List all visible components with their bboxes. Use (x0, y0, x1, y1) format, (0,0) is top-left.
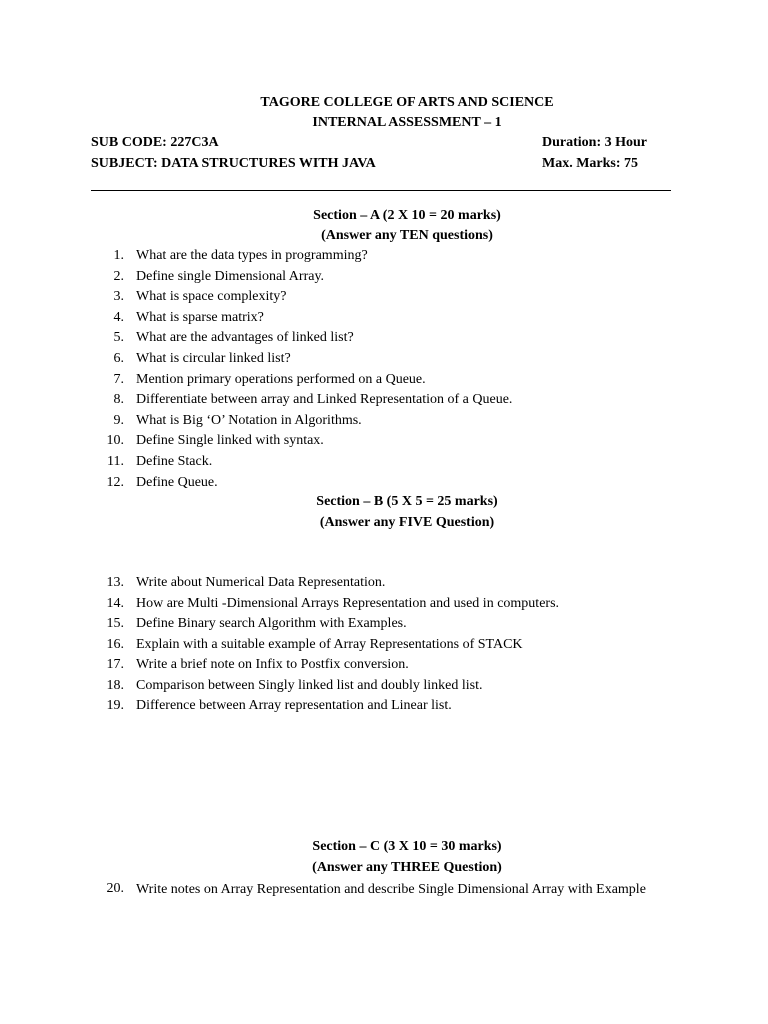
sub-code: SUB CODE: 227C3A (91, 135, 219, 150)
question-number: 20. (106, 881, 124, 896)
question-number: 5. (113, 330, 124, 346)
question-text: Difference between Array representation and Linear list. (136, 698, 452, 713)
question-number: 4. (113, 309, 124, 325)
question-number: 14. (106, 595, 124, 611)
question-number: 13. (106, 575, 124, 590)
subject: SUBJECT: DATA STRUCTURES WITH JAVA (91, 156, 376, 171)
question-number: 8. (113, 392, 124, 408)
exam-title: INTERNAL ASSESSMENT – 1 (312, 115, 502, 130)
question-number: 6. (113, 351, 124, 366)
section-b-title: Section – B (5 X 5 = 25 marks) (316, 494, 498, 509)
question-number: 16. (106, 636, 124, 652)
question-number: 15. (106, 616, 124, 631)
question-number: 3. (113, 289, 124, 305)
question-number: 11. (107, 454, 124, 469)
question-text: How are Multi -Dimensional Arrays Representation and used in computers. (136, 595, 560, 611)
question-text: What is Big ‘O’ Notation in Algorithms. (136, 412, 362, 428)
question-text: Comparison between Singly linked list and doubly linked list. (136, 677, 483, 693)
question-text: Write about Numerical Data Representation. (136, 575, 386, 590)
question-text: Explain with a suitable example of Array Representations of STACK (136, 636, 523, 652)
question-number: 18. (106, 677, 124, 693)
question-text: Define Queue. (136, 474, 218, 490)
question-text: Differentiate between array and Linked Representation of a Queue. (136, 392, 513, 408)
section-c-title: Section – C (3 X 10 = 30 marks) (312, 839, 502, 854)
question-number: 10. (106, 433, 124, 449)
question-text: What is sparse matrix? (136, 309, 264, 325)
question-number: 2. (113, 268, 124, 284)
question-number: 12. (106, 474, 124, 490)
section-a-instruction: (Answer any TEN questions) (321, 228, 493, 243)
question-text: Write a brief note on Infix to Postfix conversion. (136, 657, 409, 672)
college-name: TAGORE COLLEGE OF ARTS AND SCIENCE (260, 95, 554, 110)
max-marks: Max. Marks: 75 (542, 156, 639, 171)
question-number: 7. (113, 371, 124, 387)
question-text: Define single Dimensional Array. (136, 268, 325, 284)
question-number: 19. (106, 698, 124, 713)
question-text: Mention primary operations performed on a Queue. (136, 371, 426, 387)
header-divider (91, 190, 671, 191)
question-text: Write notes on Array Representation and describe Single Dimensional Array with Example (136, 882, 646, 897)
question-number: 1. (113, 248, 124, 263)
question-text: What are the advantages of linked list? (136, 330, 354, 346)
question-number: 9. (113, 412, 124, 428)
question-text: What are the data types in programming? (136, 248, 368, 263)
duration: Duration: 3 Hour (542, 135, 647, 150)
question-text: Define Single linked with syntax. (136, 433, 324, 449)
question-text: Define Binary search Algorithm with Examples. (136, 616, 407, 631)
question-text: Define Stack. (136, 454, 213, 469)
question-text: What is circular linked list? (136, 351, 291, 366)
question-number: 17. (106, 657, 124, 672)
section-c-instruction: (Answer any THREE Question) (312, 860, 502, 875)
question-text: What is space complexity? (136, 289, 287, 305)
section-a-title: Section – A (2 X 10 = 20 marks) (313, 208, 501, 223)
section-b-instruction: (Answer any FIVE Question) (319, 515, 495, 530)
